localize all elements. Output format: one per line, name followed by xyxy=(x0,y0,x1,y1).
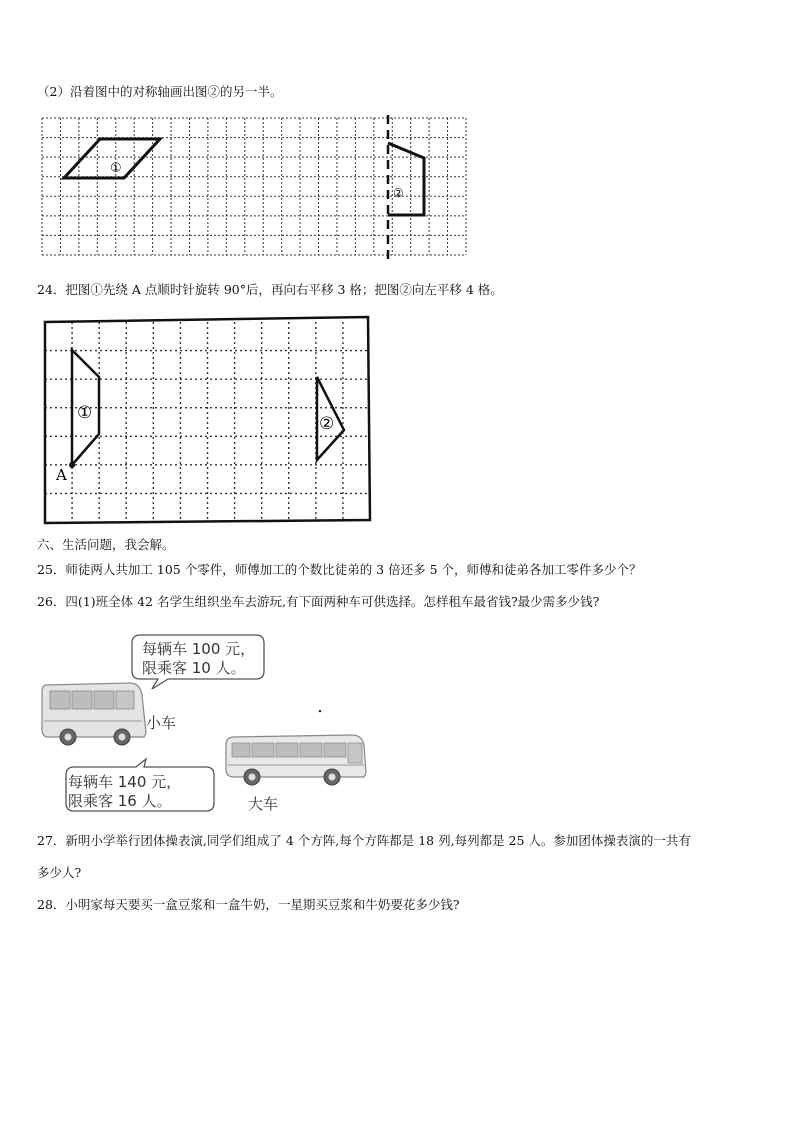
shape-1-label: ① xyxy=(77,403,93,423)
shape-1-label: ① xyxy=(110,161,122,176)
question-27-line1: 27．新明小学举行团体操表演,同学们组成了 4 个方阵,每个方阵都是 18 列,每列都是 25 人。参加团体操表演的一共有 xyxy=(37,833,691,848)
section-6-heading: 六、生活问题，我会解。 xyxy=(37,537,175,552)
question-27-line2: 多少人? xyxy=(37,865,82,880)
grid-figure-symmetry-svg xyxy=(40,115,472,260)
shape-2-label: ② xyxy=(393,186,404,200)
shape-2-label: ② xyxy=(319,414,335,434)
grid-figure-rotation xyxy=(40,314,375,528)
stray-dot xyxy=(319,710,322,713)
question-26: 26．四(1)班全体 42 名学生组织坐车去游玩,有下面两种车可供选择。怎样租车最省钱?最少需多少钱? xyxy=(37,594,600,609)
bus-illustration-svg xyxy=(38,625,378,820)
point-a-label: A xyxy=(56,466,67,484)
bus-illustration xyxy=(38,625,378,820)
big-bus-label: 大车 xyxy=(248,795,279,813)
question-25: 25．师徒两人共加工 105 个零件，师傅加工的个数比徒弟的 3 倍还多 5 个，师傅和徒弟各加工零件多少个？ xyxy=(37,562,642,577)
half-trapezoid-shape-2 xyxy=(388,143,424,215)
grid-figure-rotation-svg xyxy=(40,314,375,528)
small-bus-price: 每辆车 100 元， xyxy=(142,640,256,658)
point-a-dot xyxy=(69,462,75,468)
grid-figure-symmetry xyxy=(40,115,472,260)
question-28: 28．小明家每天要买一盒豆浆和一盒牛奶，一星期买豆浆和牛奶要花多少钱? xyxy=(37,897,460,912)
small-bus-label: 小车 xyxy=(146,714,177,732)
big-bus-icon xyxy=(226,735,366,785)
small-bus-icon xyxy=(42,683,146,745)
big-bus-price: 每辆车 140 元， xyxy=(68,773,182,791)
small-bus-capacity: 限乘客 10 人。 xyxy=(142,659,246,677)
question-24: 24．把图①先绕 A 点顺时针旋转 90°后，再向右平移 3 格；把图②向左平移 4 格。 xyxy=(37,282,503,297)
big-bus-capacity: 限乘客 16 人。 xyxy=(68,792,172,810)
question-23-part2: （2）沿着图中的对称轴画出图②的另一半。 xyxy=(37,84,283,99)
